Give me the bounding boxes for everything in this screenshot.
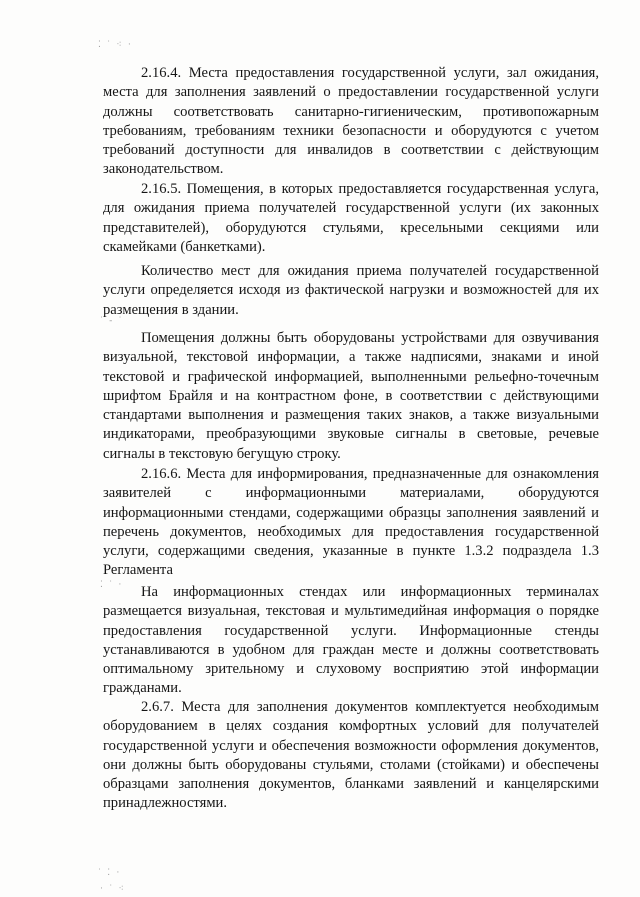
scan-speck: ⁚ ˙ · — [100, 579, 124, 589]
paragraph-2-6-7: 2.6.7. Места для заполнения документов комплектуется необходимым оборудованием в целях создания комфортных условий для получателей государственной услуги и обеспечения возможности оформления документов, они должны быть оборудованы стульями, столами (стойками) и обеспечены образцами заполнения документов, бланками заявлений и канцелярскими принадлежностями. — [103, 699, 599, 812]
scan-speck: ˙ ‐ ˙ — [100, 315, 124, 325]
paragraph-waiting-seats: Количество мест для ожидания приема получателей государственной услуги определяется исходя из фактической нагрузки и возможностей для их размещения в здании. — [103, 263, 599, 318]
paragraph-2-16-6: 2.16.6. Места для информирования, предназначенные для ознакомления заявителей с информационными материалами, оборудуются информационными стендами, содержащими образцы заполнения заявлений и перечень документов, необходимых для предоставления государственной услуги, содержащими сведения, указанные в пункте 1.3.2 подраздела 1.3 Регламента — [103, 466, 599, 579]
scan-speck: · ˙ ⁖ — [100, 883, 126, 893]
scan-speck: ˙ ⁚ · — [98, 867, 122, 877]
paragraph-2-16-5: 2.16.5. Помещения, в которых предоставляется государственная услуга, для ожидания приема получателей государственной услуги (их законных представителей), оборудуются стульями, кресельными секциями или скамейками (банкетками). — [103, 181, 599, 255]
paragraph-2-16-4: 2.16.4. Места предоставления государственной услуги, зал ожидания, места для заполнения заявлений о предоставлении государственной услуги должны соответствовать санитарно-гигиеническим, противопожарным требованиям, требованиям техники безопасности и оборудуются с учетом требований доступности для инвалидов в соответствии с действующим законодательством. — [103, 65, 599, 178]
paragraph-accessibility-equipment: Помещения должны быть оборудованы устройствами для озвучивания визуальной, текстовой информации, а также надписями, знаками и иной текстовой и графической информацией, выполненными рельефно-точечным шрифтом Брайля и на контрастном фоне, в соответствии с действующими стандартами выполнения и размещения таких знаков, а также визуальными индикаторами, преобразующими звуковые сигналы в световые, речевые сигналы в текстовую бегущую строку. — [103, 330, 599, 462]
paragraph-info-stands: На информационных стендах или информационных терминалах размещается визуальная, текстовая и мультимедийная информация о порядке предоставления государственной услуги. Информационные стенды устанавливаются в удобном для граждан месте и должны соответствовать оптимальному зрительному и слуховому восприятию этой информации гражданами. — [103, 584, 599, 697]
scan-speck: ⁚ ˙ ⁖ · — [98, 39, 133, 49]
